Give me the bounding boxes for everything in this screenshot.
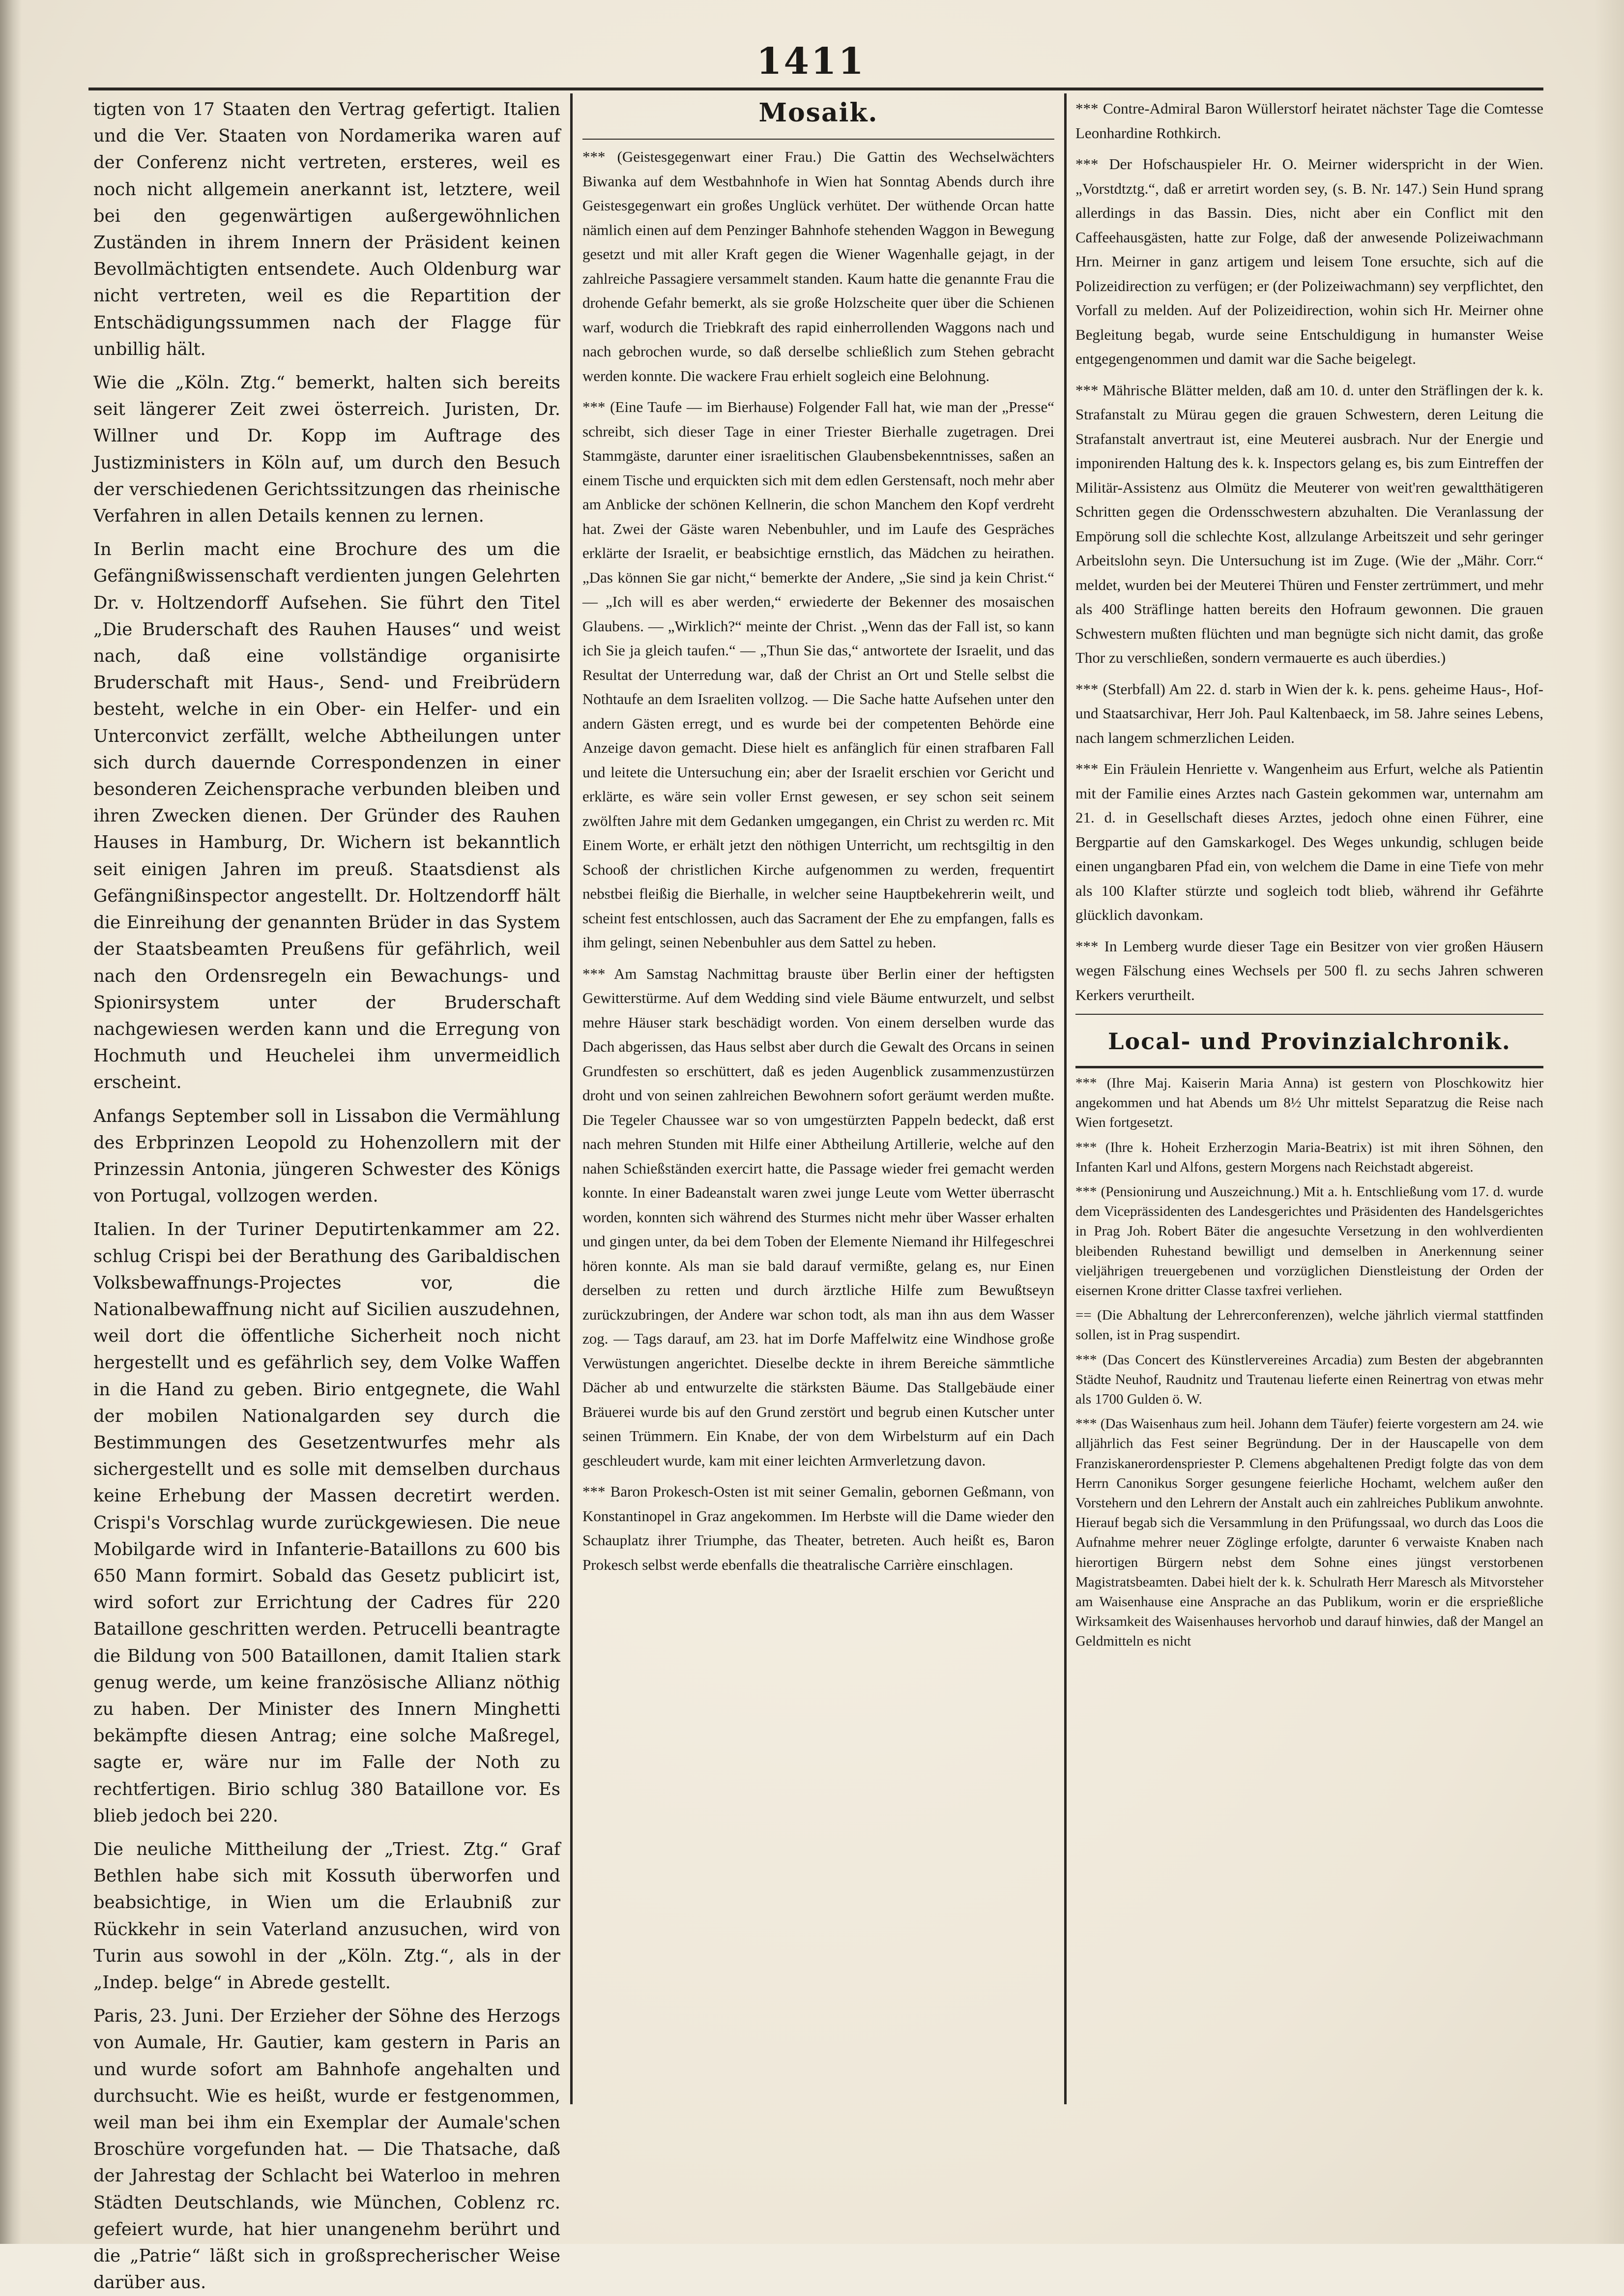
article-paris: Paris, 23. Juni. Der Erzieher der Söhne des Herzogs von Aumale, Hr. Gautier, kam gestern in Paris an und wurde sofort am Bahnhofe angehalten und durchsucht. Wie es heißt, wurde er festgenommen, weil man bei ihm ein Exemplar der Aumale'schen Broschüre vorgefunden hat. — Die Thatsache, daß der Jahrestag der Schlacht bei Waterloo in mehren Städten Deutschlands, wie München, Coblenz rc. gefeiert wurde, hat hier unangenehm berührt und die „Patrie“ läßt sich in großsprecherischer Weise darüber aus. — [93, 2006, 560, 2293]
binding-shadow — [0, 0, 22, 2244]
article-wuellerstorf: *** Contre-Admiral Baron Wüllerstorf heiratet nächster Tage die Comtesse Leonhardine Rothkirch. — [1075, 100, 1543, 142]
page-edge — [1595, 0, 1624, 2244]
article-austrian-jurists: Wie die „Köln. Ztg.“ bemerkt, halten sich bereits seit längerer Zeit zwei österreich. Juristen, Dr. Willner und Dr. Kopp im Auftrage des Justizministers in Köln auf, um durch den Besuch der verschiedenen Gerichtssitzungen das rheinische Verfahren in allen Details kennen zu lernen. — [93, 373, 560, 527]
article-prokesch-osten: *** Baron Prokesch-Osten ist mit seiner Gemalin, gebornen Geßmann, von Konstantinopel in Graz angekommen. Im Herbste will die Dame wieder den Schauplatz ihrer Triumphe, das Theater, betreten. Auch heißt es, Baron Prokesch selbst werde ebenfalls die theatralische Carrière einschlagen. — [582, 1483, 1054, 1573]
article-geistesgegenwart: *** (Geistesgegenwart einer Frau.) Die Gattin des Wechselwächters Biwanka auf dem Westbahnhofe in Wien hat Sonntag Abends durch ihre Geistesgegenwart ein großes Unglück verhütet. Der wüthende Orcan hatte nämlich einen auf dem Penzinger Bahnhofe stehenden Waggon in Bewegung gesetzt und mit aller Kraft gegen die Wiener Wagenhalle gejagt, in der zahlreiche Passagiere versammelt standen. Kaum hatte die genannte Frau die drohende Gefahr bemerkt, als sie große Holzscheite quer über die Schienen warf, wodurch die Triebkraft des rapid einherrollenden Waggons nach und nach gebrochen wurde, so daß derselbe schließlich zum Stehen gebracht werden konnte. Die wackere Frau erhielt sogleich eine Belohnung. — [582, 148, 1054, 384]
article-italien: Italien. In der Turiner Deputirtenkammer am 22. schlug Crispi bei der Berathung des Garibaldischen Volksbewaffnungs-Projectes vor, die Nationalbewaffnung nicht auf Sicilien auszudehnen, weil dort die öffentliche Sicherheit noch nicht hergestellt und es gefährlich sey, dem Volke Waffen in die Hand zu geben. Birio entgegnete, die Wahl der mobilen Nationalgarden sey durch die Bestimmungen des Gesetzentwurfes mehr als sichergestellt und es solle mit demselben durchaus keine Erhebung der Massen decretirt werden. Crispi's Vorschlag wurde zurückgewiesen. Die neue Mobilgarde wird in Infanterie-Bataillons zu 600 bis 650 Mann formirt. Sobald das Gesetz publicirt ist, wird sofort zur Errichtung der Cadres für 220 Bataillone geschritten werden. Petrucelli beantragte die Bildung von 500 Bataillonen, damit Italien stark genug werde, um keine französische Allianz nöthig zu haben. Der Minister des Innern Minghetti bekämpfte diesen Antrag; eine solche Maßregel, sagte er, wäre nur im Falle der Noth zu rechtfertigen. Birio schlug 380 Bataillone vor. Es blieb jedoch bei 220. — [93, 1219, 560, 1826]
article-meirner: *** Der Hofschauspieler Hr. O. Meirner widerspricht in der Wien. „Vorstdtztg.“, daß er arretirt worden sey, (s. B. Nr. 147.) Sein Hund sprang allerdings in das Bassin. Dies, nicht aber ein Conflict mit den Caffeehausgästen, hatte zur Folge, daß der anwesende Polizeiwachmann Hrn. Meirner in ganz artigem und leisem Tone ersuchte, sich auf die Polizeidirection zu verfügen; er (der Polizeiwachmann) sey verpflichtet, den Vorfall zu melden. Auf der Polizeidirection, wohin sich Hr. Meirner ohne Begleitung begab, wurde seine Entschuldigung in humanster Weise entgegengenommen und damit war die Sache beigelegt. — [1075, 155, 1543, 367]
article-muerau-meuterei: *** Mährische Blätter melden, daß am 10. d. unter den Sträflingen der k. k. Strafanstalt zu Mürau gegen die grauen Schwestern, deren Leitung die Strafanstalt anvertraut ist, eine Meuterei ausbrach. Nur der Energie und imponirenden Haltung des k. k. Inspectors gelang es, bis zum Eintreffen der Militär-Assistenz aus Olmütz die Meuterer von weit'ren gewaltthätigeren Schritten gegen die Ordensschwestern abzuhalten. Die Veranlassung der Empörung soll die schlechte Kost, allzulange Arbeitszeit und sehr geringer Arbeitslohn seyn. Die Untersuchung ist im Zuge. (Wie der „Mähr. Corr.“ meldet, wurden bei der Meuterei Thüren und Fenster zertrümmert, und mehr als 400 Sträflinge hatten bereits den Hofraum gewonnen. Die grauen Schwestern mußten flüchten und man begnügte sich nicht damit, das große Thor zu verschließen, sondern vermauerte es auch überdies.) — [1075, 381, 1543, 666]
column-news — [1075, 96, 1543, 2102]
local-pensionirung: *** (Pensionirung und Auszeichnung.) Mit a. h. Entschließung vom 17. d. wurde dem Viceprässidenten des Landesgerichtes und Präsidenten des Handelsgerichtes in Prag Joh. Robert Bäter die angesuchte Versetzung in den wohlverdienten bleibenden Ruhestand bewilligt und demselben in Anerkennung seiner vieljährigen treuergebenen und vorzüglichen Dienstleistung der Orden der eisernen Krone dritter Classe taxfrei verliehen. — [1075, 1184, 1543, 1299]
local-waisenhaus: *** (Das Waisenhaus zum heil. Johann dem Täufer) feierte vorgestern am 24. wie alljährlich das Fest seiner Begründung. Der in der Hauscapelle von dem Franziskanerordenspriester P. Clemens abgehaltenen Predigt folgte das von dem Herrn Canonikus Sorger gesungene feierliche Hochamt, welchem außer den Vorstehern und den Lehrern der Anstalt auch ein zahlreiches Publikum anwohnte. Hierauf begab sich die Versammlung in den Prüfungssaal, wo durch das Loos die Aufnahme mehrer neuer Zöglinge erfolgte, darunter 6 verwaiste Knaben nach hierortigen Bürgern nebst dem Sohne eines jüngst verstorbenen Magistratsbeamten. Dabei hielt der k. k. Schulrath Herr Maresch als Mitvorsteher am Waisenhause eine Ansprache an das Publikum, worin er die ersprießliche Wirksamkeit des Waisenhauses hervorhob und darauf hinwies, daß der Mangel an Geldmitteln es nicht — [1075, 1416, 1543, 1649]
section-heading-local: Local- und Provinzialchronik. — [1108, 1028, 1511, 1055]
local-concert: *** (Das Concert des Künstlervereines Arcadia) zum Besten der abgebrannten Städte Neuhof, Raudnitz und Trautenau lieferte einen Reinertrag von etwas mehr als 1700 Gulden ö. W. — [1075, 1352, 1543, 1408]
article-taufe-bierhause: *** (Eine Taufe — im Bierhause) Folgender Fall hat, wie man der „Presse“ schreibt, sich dieser Tage in einer Triester Bierhalle zugetragen. Drei Stammgäste, darunter einer israelitischen Glaubensbekenntnisses, saßen an einem Tische und erquickten sich mit dem edlen Gerstensaft, noch mehr aber am Anblicke der schönen Kellnerin, die schon Manchem den Kopf verdreht hat. Zwei der Gäste waren Nebenbuhler, und im Laufe des Gespräches erklärte der Israelit, er beabsichtige ernstlich, das Mädchen zu heirathen. „Das können Sie gar nicht,“ bemerkte der Andere, „Sie sind ja kein Christ.“ — „Ich will es aber werden,“ erwiederte der Bekenner des mosaischen Glaubens. — „Wirklich?“ meinte der Christ. „Wenn das der Fall ist, so kann ich Sie ja gleich taufen.“ — „Thun Sie das,“ antwortete der Israelit, und das Resultat der Unterredung war, daß der Christ an Ort und Stelle selbst die Nothtaufe an dem Israeliten vollzog. — Die Sache hatte Aufsehen unter den andern Gästen erregt, und es wurde bei der competenten Behörde eine Anzeige davon gemacht. Diese hielt es anfänglich für einen strafbaren Fall und leitete die Untersuchung ein; aber der Israelit erschien vor Gericht und erklärte, es wäre sein voller Ernst gewesen, er sey schon seit seinem zwölften Jahre mit dem Gedanken umgegangen, ein Christ zu werden rc. Mit Einem Worte, er erhält jetzt den nöthigen Unterricht, um rechtsgiltig in den Schooß der christlichen Kirche aufgenommen zu werden, frequentirt nebstbei fleißig die Bierhalle, in welcher seine Hauptbekehrerin weilt, und scheint fest entschlossen, auch das Sacrament der Ehe zu empfangen, falls es ihm gelingt, seinen Nebenbuhler aus dem Sattel zu heben. — [582, 398, 1054, 951]
column-divider-right — [1064, 93, 1067, 2104]
article-sterbfall: *** (Sterbfall) Am 22. d. starb in Wien der k. k. pens. geheime Haus-, Hof- und Staatsarchivar, Herr Joh. Paul Kaltenbaeck, im 58. Jahre seines Lebens, nach langem schmerzlichen Leiden. — [1075, 680, 1543, 746]
section-heading-mosaik: Mosaik. — [758, 98, 878, 128]
page-number: 1411 — [756, 40, 866, 83]
local-lehrerconferenzen: == (Die Abhaltung der Lehrerconferenzen), welche jährlich viermal stattfinden sollen, ist in Prag suspendirt. — [1075, 1307, 1543, 1343]
local-kaiserin: *** (Ihre Maj. Kaiserin Maria Anna) ist gestern von Ploschkowitz hier angekommen und hat Abends um 8½ Uhr mittelst Separatzug die Reise nach Wien fortgesetzt. — [1075, 1075, 1543, 1131]
header-rule — [88, 88, 1543, 90]
section-rule — [582, 139, 1054, 140]
column-mosaik — [582, 96, 1054, 2102]
article-rauhes-haus: In Berlin macht eine Brochure des um die Gefängnißwissenschaft verdienten jungen Gelehrten Dr. v. Holtzendorff Aufsehen. Sie führt den Titel „Die Bruderschaft des Rauhen Hauses“ und weist nach, daß eine vollständige organisirte Bruderschaft mit Haus-, Send- und Freibrüdern besteht, welche in ein Ober- ein Helfer- und ein Unterconvict zerfällt, welche Abtheilungen unter sich durch dauernde Correspondenzen in einer besonderen Zeichensprache verbunden bleiben und ihren Zwecken dienen. Der Gründer des Rauhen Hauses in Hamburg, Dr. Wichern ist bekanntlich seit einigen Jahren im preuß. Staatsdienst als Gefängnißinspector angestellt. Dr. Holtzendorff hält die Einreihung der genannten Brüder in das System der Staatsbeamten Preußens für gefährlich, weil nach den Ordensregeln ein Bewachungs- und Spionirsystem unter der Bruderschaft nachgewiesen werden kann und die Erregung von Hochmuth und Heuchelei ihm unvermeidlich erscheint. — [93, 539, 560, 1093]
article-bethlen: Die neuliche Mittheilung der „Triest. Ztg.“ Graf Bethlen habe sich mit Kossuth überworfen und beabsichtige, in Wien um die Erlaubniß zur Rückkehr in sein Vaterland anzusuchen, wird von Turin aus sowohl in der „Köln. Ztg.“, als in der „Indep. belge“ in Abrede gestellt. — [93, 1839, 560, 1993]
section-rule-top — [1075, 1014, 1543, 1015]
column-divider-left — [570, 93, 573, 2104]
local-erzherzogin: *** (Ihre k. Hoheit Erzherzogin Maria-Beatrix) ist mit ihren Söhnen, den Infanten Karl und Alfons, gestern Morgens nach Reichstadt abgereist. — [1075, 1139, 1543, 1175]
column-politics — [93, 96, 560, 2293]
article-wangenheim: *** Ein Fräulein Henriette v. Wangenheim aus Erfurt, welche als Patientin mit der Familie eines Arztes nach Gastein gekommen war, unternahm am 21. d. in Gesellschaft dieses Arztes, jedoch ohne einen Führer, eine Bergpartie auf den Gamskarkogel. Des Weges unkundig, schlugen beide einen ungangbaren Pfad ein, von welchem die Dame in eine Tiefe von mehr als 100 Klafter stürzte und sogleich todt blieb, während ihr Gefährte glücklich davonkam. — [1075, 760, 1543, 923]
article-berlin-sturm: *** Am Samstag Nachmittag brauste über Berlin einer der heftigsten Gewitterstürme. Auf dem Wedding sind viele Bäume entwurzelt, und selbst mehre Häuser stark beschädigt worden. Von einem derselben wurde das Dach abgerissen, das Haus selbst aber durch die Gewalt des Orcans in seinen Grundfesten so erschüttert, daß es jeden Augenblick zusammenzustürzen droht und von seinen zahlreichen Bewohnern sofort geräumt werden mußte. Die Tegeler Chaussee war so von umgestürzten Pappeln bedeckt, daß erst nach mehren Stunden mit Hilfe einer Abtheilung Artillerie, welche auf den nahen Schießständen exercirt hatte, die Passage wieder frei gemacht werden konnte. In einer Badeanstalt waren zwei junge Leute vom Wetter überrascht worden, konnten sich während des Sturmes nicht mehr über Wasser erhalten und gingen unter, da bei dem Toben der Elemente Niemand ihr Hilfegeschrei hören konnte. Als man sie bald darauf vermißte, gelang es, nur Einen derselben zu retten und durch ärztliche Hilfe zum Bewußtseyn zurückzubringen, der Andere war schon todt, als man ihn aus dem Wasser zog. — Tags darauf, am 23. hat im Dorfe Maffelwitz eine Windhose große Verwüstungen angerichtet. Dieselbe deckte in ihrem Bereiche sämmtliche Dächer ab und entwurzelte die stärksten Bäume. Das Stallgebäude einer Bräuerei wurde bis auf den Grund zerstört und begrub einen Kutscher unter seinen Trümmern. Ein Knabe, der von dem Wirbelsturm auf ein Dach geschleudert wurde, kam mit einer leichten Armverletzung davon. — [582, 965, 1054, 1469]
section-rule-bottom — [1075, 1066, 1543, 1068]
article-treaty: tigten von 17 Staaten den Vertrag gefertigt. Italien und die Ver. Staaten von Nordamerika waren auf der Conferenz nicht vertreten, ersteres, weil es noch nicht allgemein anerkannt ist, letztere, weil bei den gegenwärtigen außergewöhnlichen Zuständen in ihrem Innern der Präsident keinen Bevollmächtigten entsendete. Auch Oldenburg war nicht vertreten, weil es die Repartition der Entschädigungssummen nach der Flagge für unbillig hält. — [93, 99, 560, 359]
article-lisbon-wedding: Anfangs September soll in Lissabon die Vermählung des Erbprinzen Leopold zu Hohenzollern mit der Prinzessin Antonia, jüngeren Schwester des Königs von Portugal, vollzogen werden. — [93, 1106, 560, 1207]
article-lemberg: *** In Lemberg wurde dieser Tage ein Besitzer von vier großen Häusern wegen Fälschung eines Wechsels per 500 fl. zu sechs Jahren schweren Kerkers verurtheilt. — [1075, 937, 1543, 1003]
